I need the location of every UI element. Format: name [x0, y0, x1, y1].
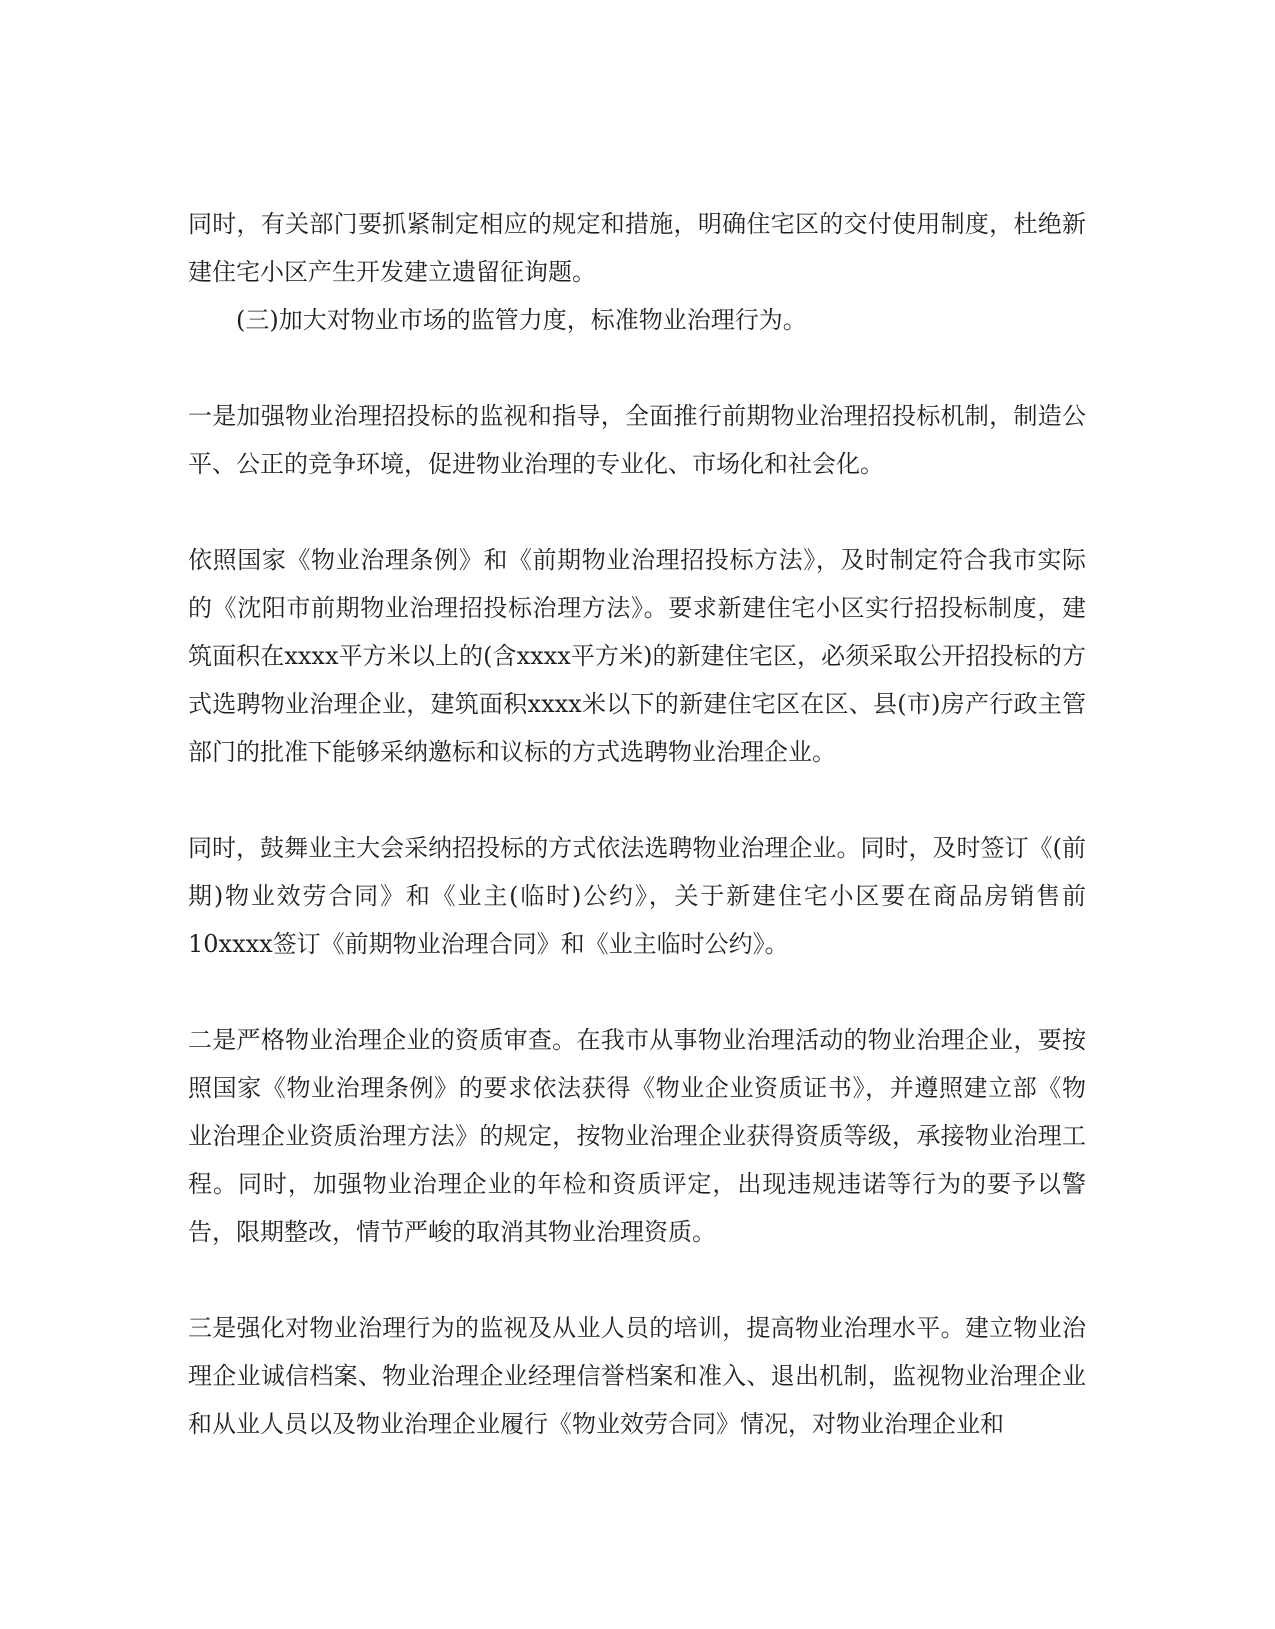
paragraph-continuation: 同时，有关部门要抓紧制定相应的规定和措施，明确住宅区的交付使用制度，杜绝新建住宅小区产生开发建立遗留征询题。 — [188, 210, 1086, 286]
paragraph-contracts: 同时，鼓舞业主大会采纳招投标的方式依法选聘物业治理企业。同时，及时签订《(前期)物业效劳合同》和《业主(临时)公约》，关于新建住宅小区要在商品房销售前10xxxx签订《前期物业治理合同》和《业主临时公约》。 — [188, 834, 1086, 958]
paragraph-point-one: 一是加强物业治理招投标的监视和指导，全面推行前期物业治理招投标机制，制造公平、公正的竞争环境，促进物业治理的专业化、市场化和社会化。 — [188, 402, 1086, 478]
section-heading: (三)加大对物业市场的监管力度，标准物业治理行为。 — [236, 306, 807, 334]
paragraph-regulations: 依照国家《物业治理条例》和《前期物业治理招投标方法》，及时制定符合我市实际的《沈阳市前期物业治理招投标治理方法》。要求新建住宅小区实行招投标制度，建筑面积在xxxx平方米以上的(含xxxx平方米)的新建住宅区，必须采取公开招投标的方式选聘物业治理企业，建筑面积xxxx米以下的新建住宅区在区、县(市)房产行政主管部门的批准下能够采纳邀标和议标的方式选聘物业治理企业。 — [188, 546, 1086, 766]
body-text — [188, 200, 1086, 1448]
paragraph-point-three: 三是强化对物业治理行为的监视及从业人员的培训，提高物业治理水平。建立物业治理企业诚信档案、物业治理企业经理信誉档案和准入、退出机制，监视物业治理企业和从业人员以及物业治理企业履行《物业效劳合同》情况，对物业治理企业和 — [188, 1314, 1086, 1438]
paragraph-point-two: 二是严格物业治理企业的资质审查。在我市从事物业治理活动的物业治理企业，要按照国家《物业治理条例》的要求依法获得《物业企业资质证书》，并遵照建立部《物业治理企业资质治理方法》的规定，按物业治理企业获得资质等级，承接物业治理工程。同时，加强物业治理企业的年检和资质评定，出现违规违诺等行为的要予以警告，限期整改，情节严峻的取消其物业治理资质。 — [188, 1026, 1086, 1246]
